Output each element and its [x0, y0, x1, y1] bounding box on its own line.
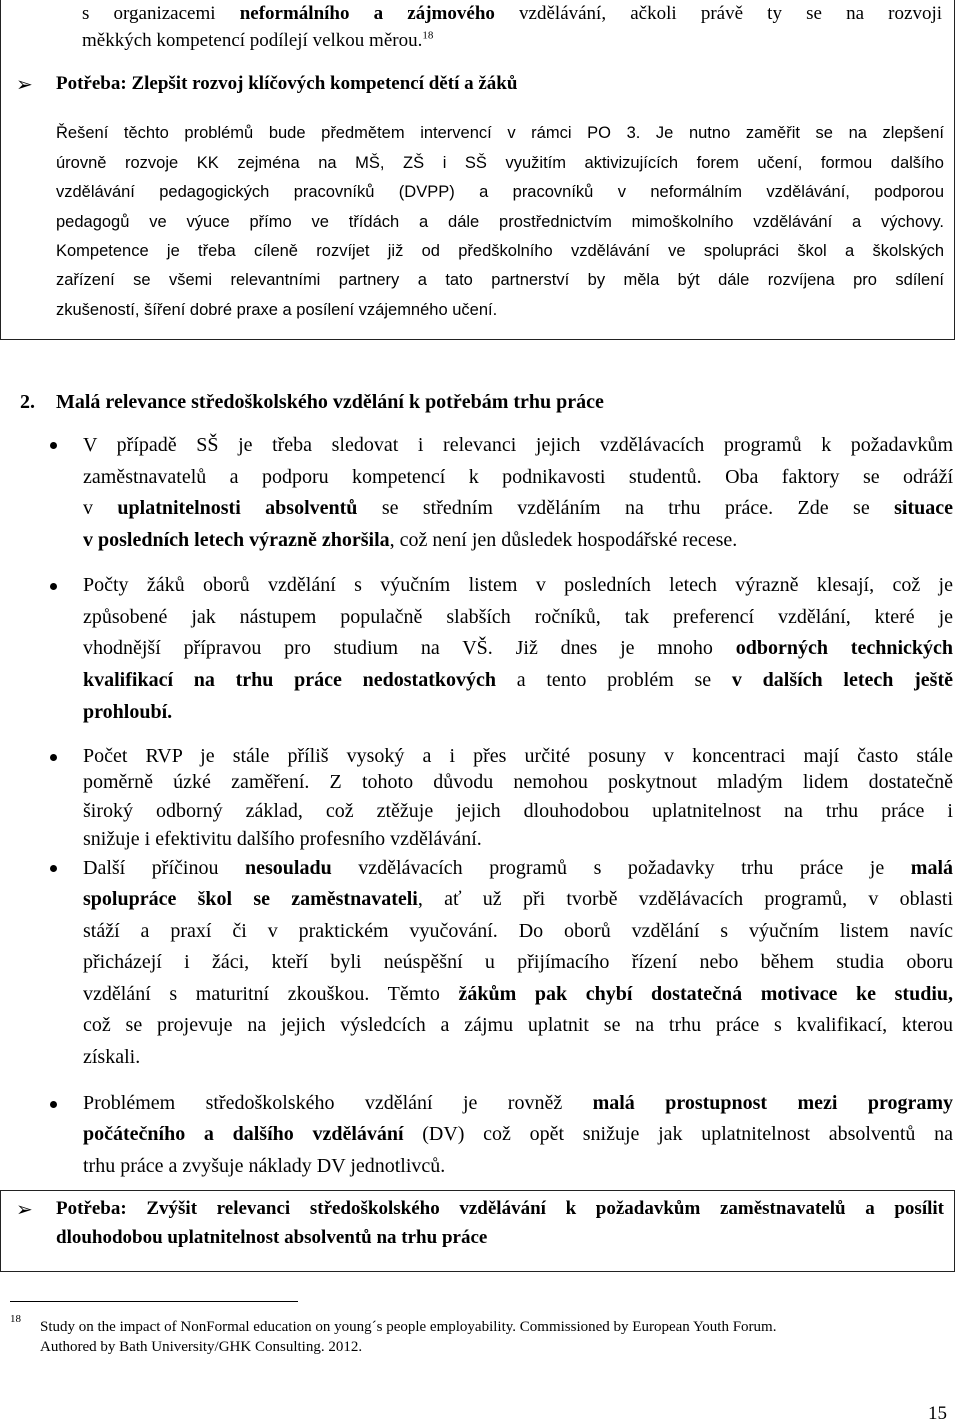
- bullet-icon: [50, 442, 57, 449]
- footnote-text-line-1: Study on the impact of NonFormal education on young´s people employability. Commissioned by European Youth Forum.: [40, 1319, 777, 1335]
- intro-line-1: s organizacemi neformálního a zájmového vzdělávání, ačkoli právě ty se na rozvoji: [82, 3, 942, 24]
- need-1-heading: Potřeba: Zlepšit rozvoj klíčových kompetencí dětí a žáků: [56, 73, 518, 94]
- footnote-number: 18: [10, 1313, 21, 1325]
- bullet-icon: [50, 754, 57, 761]
- arrow-bullet-icon: ➢: [16, 1197, 33, 1221]
- footnote-separator: [10, 1301, 298, 1302]
- bullet-icon: [50, 583, 57, 590]
- bullet-icon: [50, 865, 57, 872]
- intro-line-2: měkkých kompetencí podílejí velkou měrou.$^{18}$: [82, 29, 434, 51]
- footnote-text-line-2: Authored by Bath University/GHK Consulting. 2012.: [40, 1339, 363, 1355]
- section-title: Malá relevance středoškolského vzdělání k potřebám trhu práce: [56, 391, 604, 413]
- need-2-line-1: Potřeba: Zvýšit relevanci středoškolského vzdělávání k požadavkům zaměstnavatelů a posílit: [56, 1198, 944, 1219]
- section-number: 2.: [20, 391, 35, 413]
- bullet-icon: [50, 1101, 57, 1108]
- page-number: 15: [928, 1403, 947, 1424]
- need-2-line-2: dlouhodobou uplatnitelnost absolventů na trhu práce: [56, 1227, 488, 1248]
- footnote-ref[interactable]: 18: [422, 29, 434, 42]
- arrow-bullet-icon: ➢: [16, 72, 33, 96]
